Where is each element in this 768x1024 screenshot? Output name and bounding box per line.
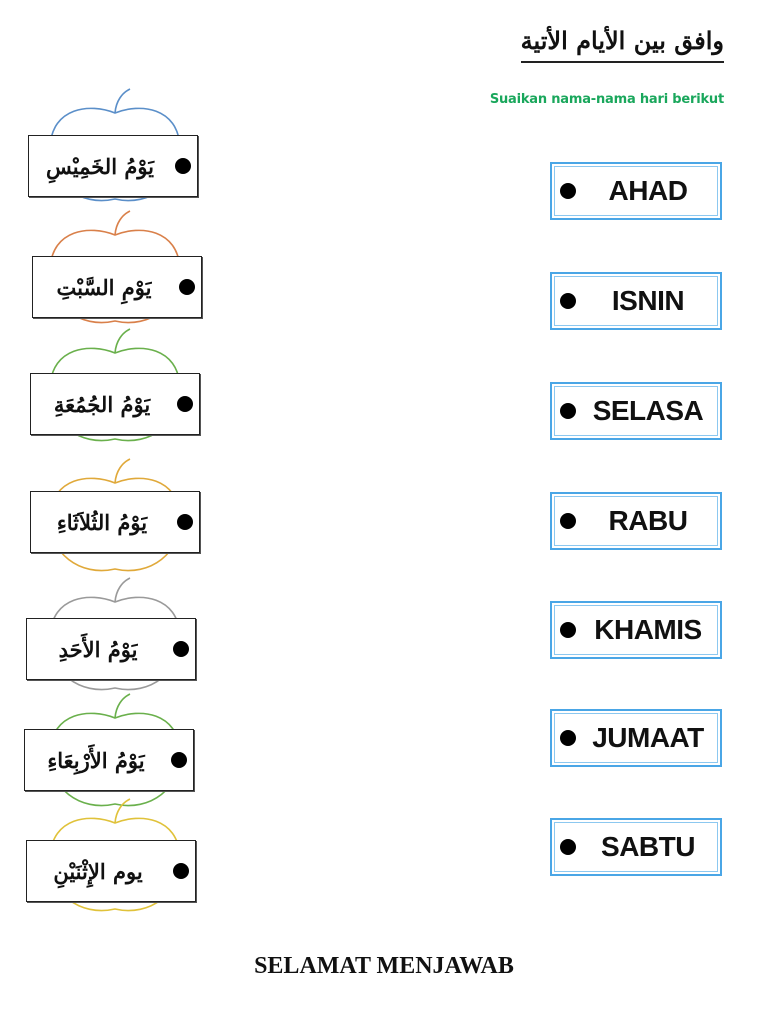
malay-day-label: ISNIN — [611, 285, 685, 316]
arabic-day-label: يَوْمُ الخَمِيْسِ — [45, 153, 155, 179]
arabic-day-box — [30, 373, 200, 435]
arabic-day-label: يوم الإِثْنَيْنِ — [53, 858, 143, 884]
malay-day-label: RABU — [608, 505, 688, 536]
arabic-day-box — [32, 256, 202, 318]
malay-day-box — [550, 382, 722, 440]
match-dot[interactable] — [171, 752, 187, 768]
match-dot[interactable] — [175, 158, 191, 174]
arabic-day-box — [30, 491, 200, 553]
match-dot[interactable] — [173, 641, 189, 657]
match-dot[interactable] — [560, 622, 576, 638]
match-dot[interactable] — [560, 513, 576, 529]
malay-day-box — [550, 272, 722, 330]
match-dot[interactable] — [560, 839, 576, 855]
malay-day-box — [550, 601, 722, 659]
match-dot[interactable] — [177, 396, 193, 412]
malay-day-box — [550, 492, 722, 550]
match-dot[interactable] — [560, 730, 576, 746]
malay-day-box — [550, 162, 722, 220]
arabic-day-box — [26, 618, 196, 680]
arabic-day-label: يَوْمُ الأَحَدِ — [58, 636, 138, 662]
malay-day-box — [550, 709, 722, 767]
match-dot[interactable] — [177, 514, 193, 530]
malay-day-label: KHAMIS — [594, 614, 702, 645]
arabic-day-box — [26, 840, 196, 902]
malay-day-box — [550, 818, 722, 876]
arabic-day-label: يَوْمِ السَّبْتِ — [56, 274, 152, 300]
match-dot[interactable] — [179, 279, 195, 295]
worksheet-title: وافق بين الأيام الأتية — [521, 26, 724, 63]
match-dot[interactable] — [560, 293, 576, 309]
malay-day-label: SELASA — [592, 395, 704, 426]
arabic-day-box — [28, 135, 198, 197]
arabic-day-box — [24, 729, 194, 791]
malay-day-label: AHAD — [608, 175, 688, 206]
footer-message: SELAMAT MENJAWAB — [254, 953, 514, 979]
match-dot[interactable] — [560, 183, 576, 199]
arabic-day-label: يَوْمُ الأَرْبِعَاءِ — [47, 747, 145, 773]
arabic-day-label: يَوْمُ الجُمُعَةِ — [53, 391, 151, 417]
match-dot[interactable] — [560, 403, 576, 419]
malay-day-label: SABTU — [601, 831, 695, 862]
arabic-day-label: يَوْمُ الثُلاَثَاءِ — [56, 509, 148, 535]
match-dot[interactable] — [173, 863, 189, 879]
malay-day-label: JUMAAT — [592, 722, 704, 753]
instruction-text: Suaikan nama-nama hari berikut — [489, 92, 724, 107]
